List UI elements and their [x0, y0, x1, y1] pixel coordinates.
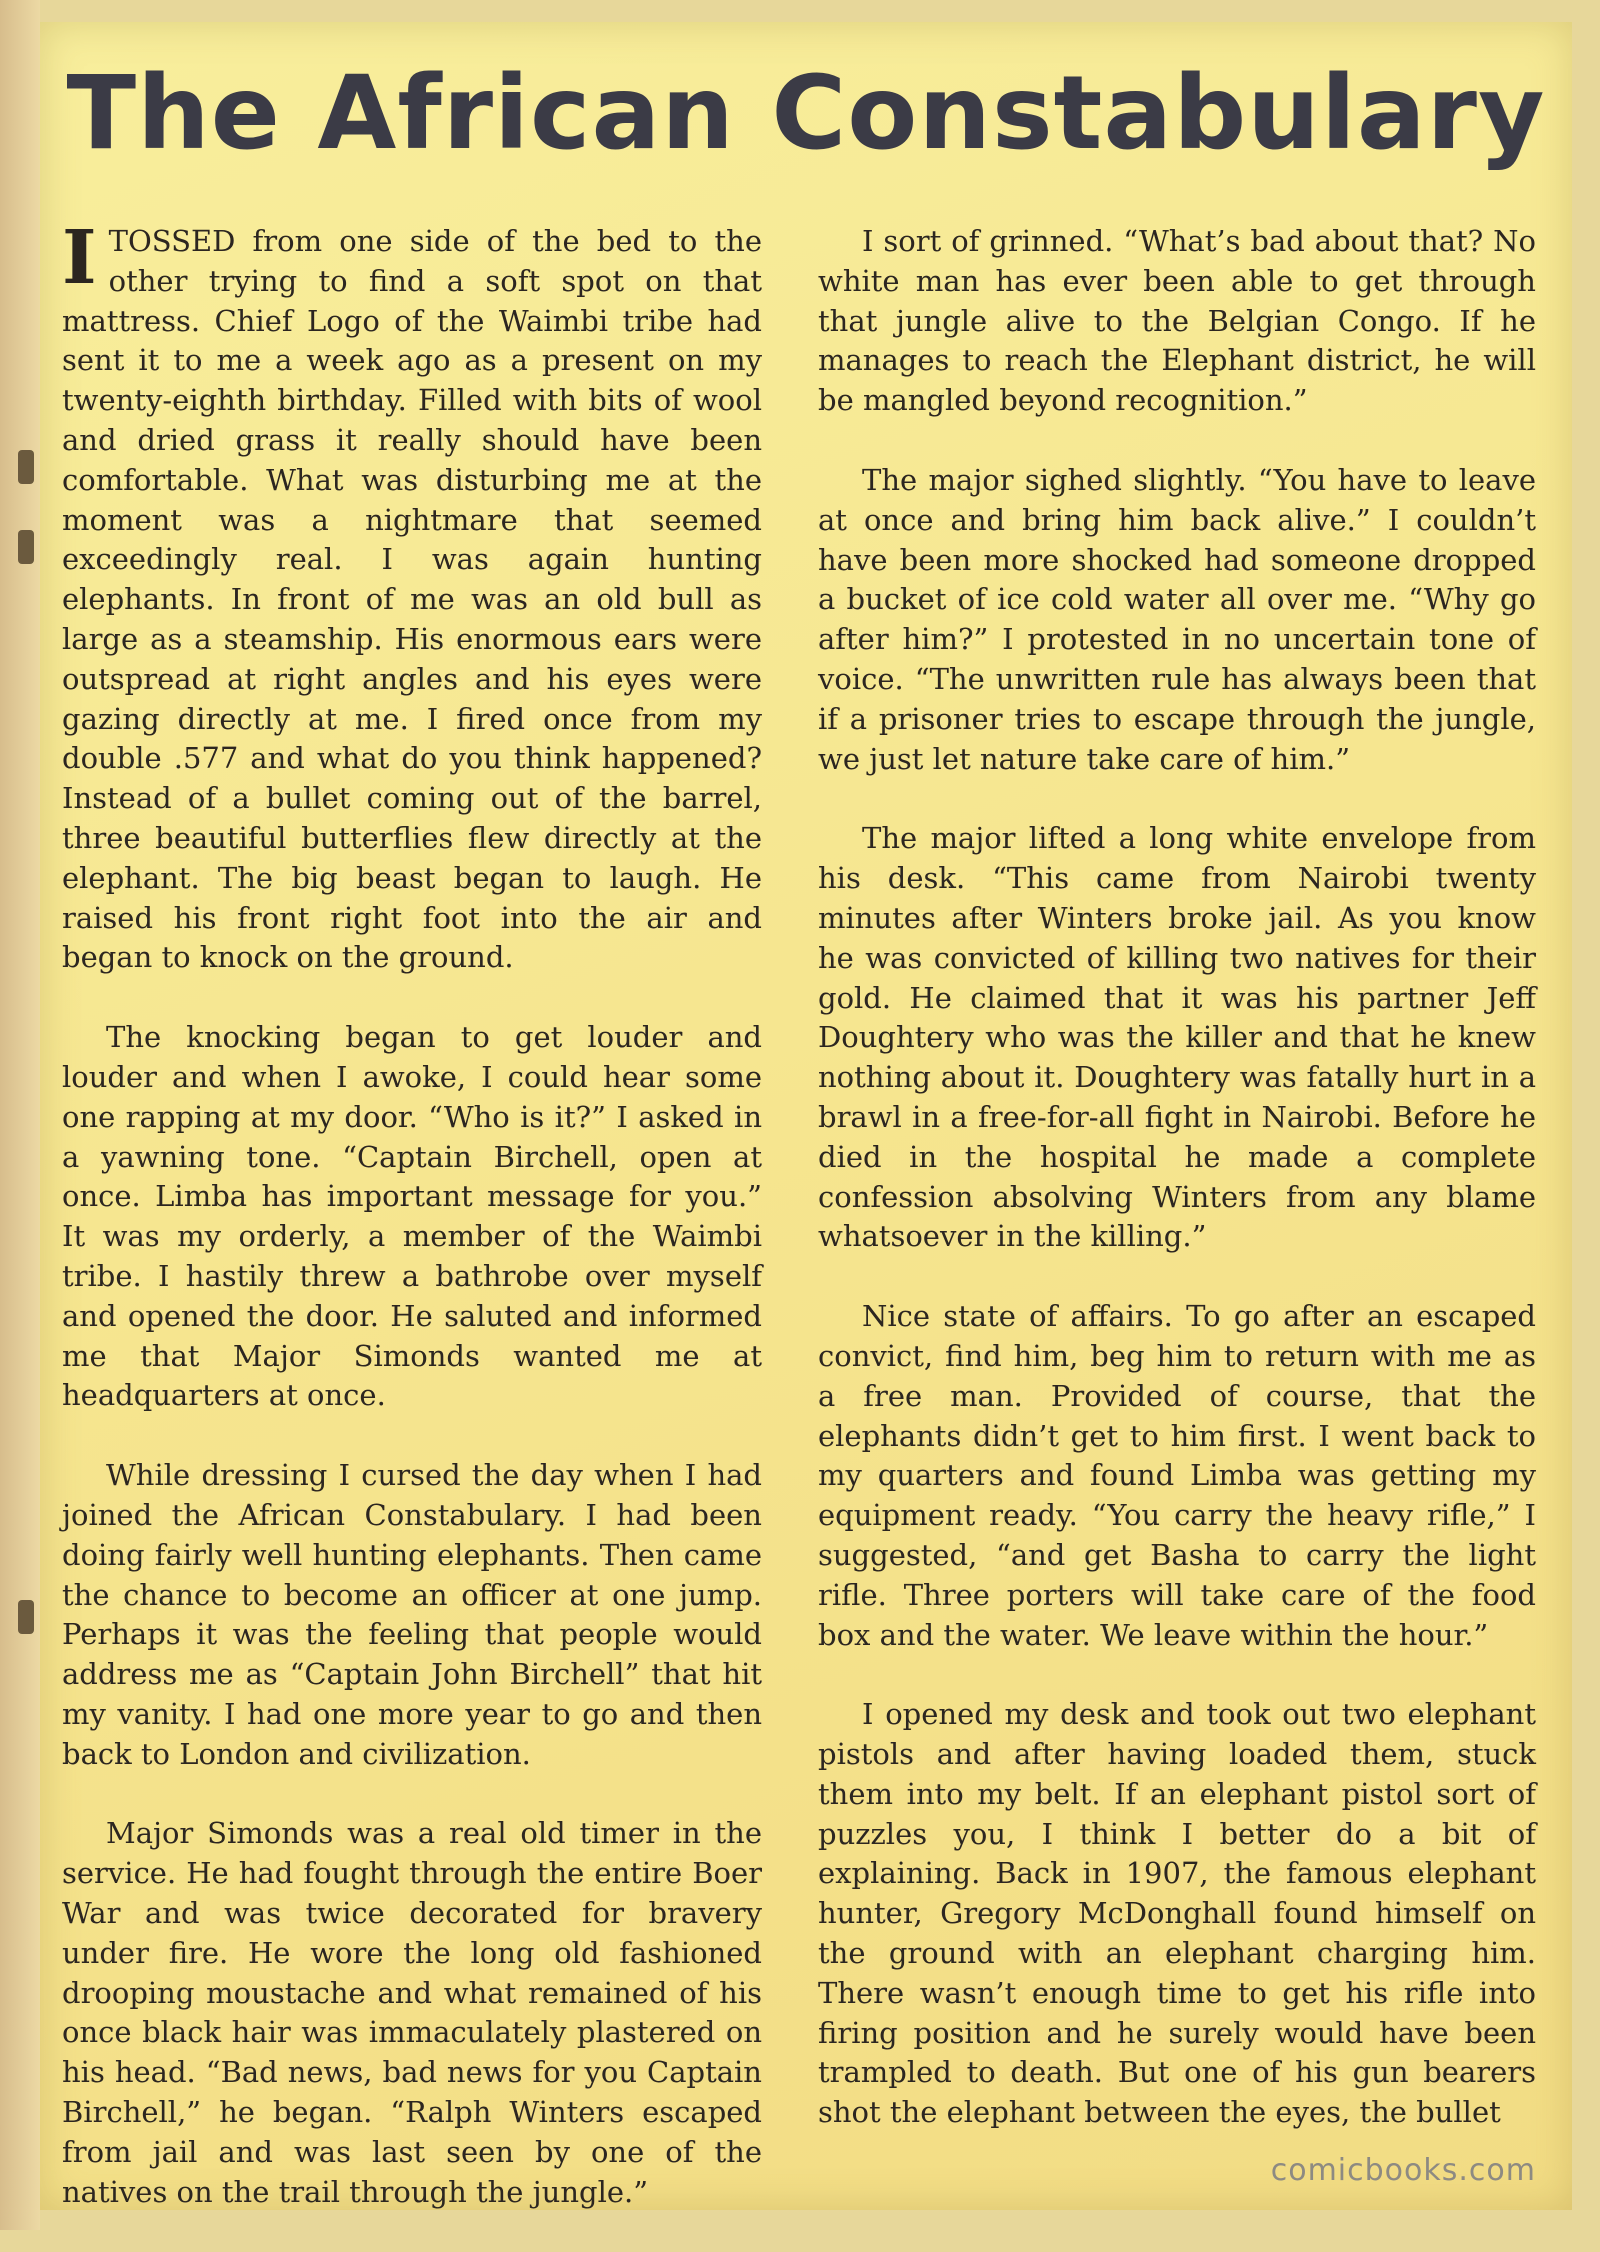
paragraph: I sort of grinned. “What’s bad about that? No white man has ever been able to get through that jungle alive to the Belgian Congo. If he manages to reach the Elephant district, he will be mangled beyond recognition.” [818, 224, 1536, 418]
left-column [62, 215, 762, 2252]
story-page [40, 22, 1572, 2210]
paragraph: The major lifted a long white envelope from his desk. “This came from Nairobi twenty minutes after Winters broke jail. As you know he was convicted of killing two natives for their gold. He claimed that it was his partner Jeff Doughtery who was the killer and that he knew nothing about it. Doughtery was fatally hurt in a brawl in a free-for-all fight in Nairobi. Before he died in the hospital he made a complete confession absolving Winters from any blame whatsoever in the killing.” [818, 821, 1536, 1254]
staple [18, 1600, 34, 1634]
paragraph: I opened my desk and took out two elephant pistols and after having loaded them, stuck them into my belt. If an elephant pistol sort of puzzles you, I think I better do a bit of explaining. Back in 1907, the famous elephant hunter, Gregory McDonghall found himself on the ground with an elephant charging him. There wasn’t enough time to get his rifle into firing position and he surely would have been trampled to death. But one of his gun bearers shot the elephant between the eyes, the bullet [818, 1697, 1536, 2130]
paragraph: Nice state of affairs. To go after an escaped convict, find him, beg him to return with me as a free man. Provided of course, that the elephants didn’t get to him first. I went back to my quarters and found Limba was getting my equipment ready. “You carry the heavy rifle,” I suggested, “and get Basha to carry the light rifle. Three porters will take care of the food box and the water. We leave within the hour.” [818, 1299, 1536, 1652]
site-watermark: comicbooks.com [1270, 2153, 1536, 2188]
paragraph: Major Simonds was a real old timer in the service. He had fought through the entire Boer War and was twice decorated for bravery under fire. He wore the long old fashioned drooping moustache and what remained of his once black hair was immaculately plastered on his head. “Bad news, bad news for you Captain Birchell,” he began. “Ralph Winters escaped from jail and was last seen by one of the natives on the trail through the jungle.” [62, 1816, 762, 2209]
page-gutter [0, 0, 40, 2230]
right-column [818, 222, 1536, 2173]
paragraph: ITOSSED from one side of the bed to the other trying to find a soft spot on that mattress. Chief Logo of the Waimbi tribe had sent it to me a week ago as a present on my twenty-eighth birthday. Filled with bits of wool and dried grass it really should have been comfortable. What was disturbing me at the moment was a nightmare that seemed exceedingly real. I was again hunting elephants. In front of me was an old bull as large as a steamship. His enormous ears were outspread at right angles and his eyes were gazing directly at me. I fired once from my double .577 and what do you think happened? Instead of a bullet coming out of the barrel, three beautiful butterflies flew directly at the elephant. The big beast began to laugh. He raised his front right foot into the air and began to knock on the ground. [62, 215, 762, 975]
paragraph: The major sighed slightly. “You have to leave at once and bring him back alive.” I couldn’t have been more shocked had someone dropped a bucket of ice cold water all over me. “Why go after him?” I protested in no uncertain tone of voice. “The unwritten rule has always been that if a prisoner tries to escape through the jungle, we just let nature take care of him.” [818, 462, 1536, 776]
paragraph: The knocking began to get louder and louder and when I awoke, I could hear some one rapping at my door. “Who is it?” I asked in a yawning tone. “Captain Birchell, open at once. Limba has important message for you.” It was my orderly, a member of the Waimbi tribe. I hastily threw a bathrobe over myself and opened the door. He saluted and informed me that Major Simonds wanted me at headquarters at once. [62, 1020, 762, 1413]
drop-cap: I [62, 215, 97, 301]
staple [18, 450, 34, 484]
paragraph: While dressing I cursed the day when I had joined the African Constabulary. I had been doing fairly well hunting elephants. Then came the chance to become an officer at one jump. Perhaps it was the feeling that people would address me as “Captain John Birchell” that hit my vanity. I had one more year to go and then back to London and civilization. [62, 1458, 762, 1771]
story-title: The African Constabulary [66, 54, 1546, 173]
staple [18, 530, 34, 564]
